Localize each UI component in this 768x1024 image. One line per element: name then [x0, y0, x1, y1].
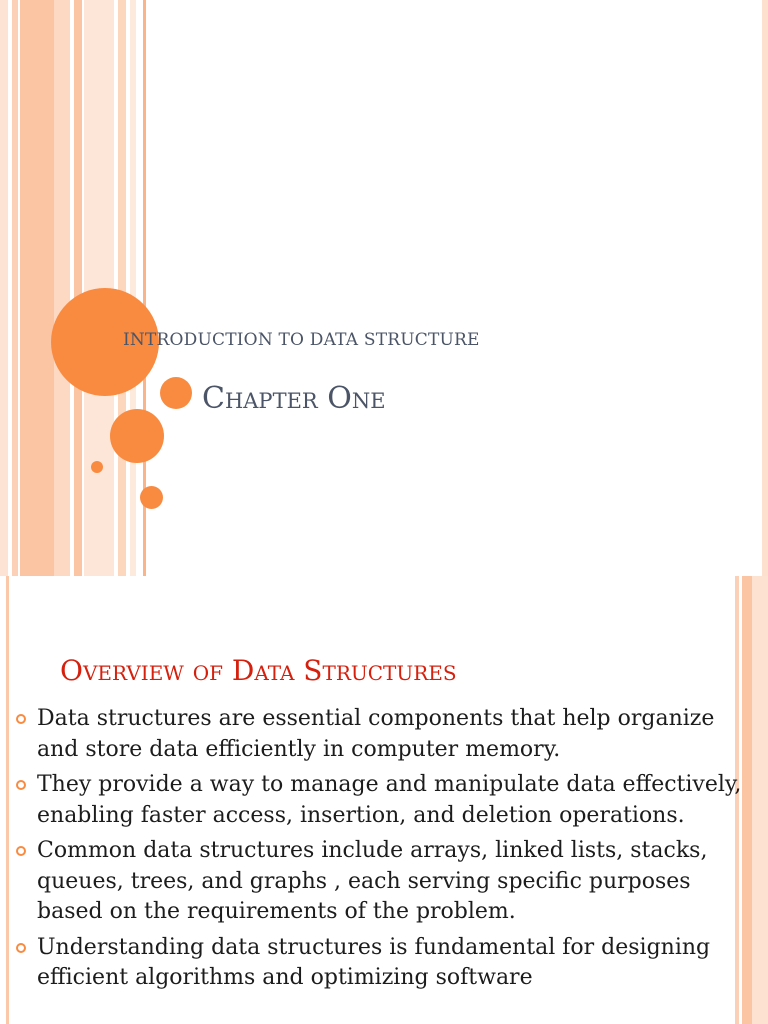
- decorative-circle-tiny: [91, 461, 103, 473]
- decorative-circle-small: [160, 377, 192, 409]
- slide-subtitle: INTRODUCTION TO DATA STRUCTURE: [123, 330, 480, 350]
- decorative-stripe: [118, 0, 126, 576]
- decorative-stripe: [54, 0, 70, 576]
- bullet-text: Common data structures include arrays, linked lists, stacks, queues, trees, and graphs , each serving specific purposes based on the requirements of the problem.: [37, 838, 708, 924]
- bullet-text: Understanding data structures is fundamental for designing efficient algorithms and optimizing software: [37, 934, 711, 990]
- decorative-circle-small: [140, 486, 163, 509]
- bullet-circle-icon: [16, 846, 26, 856]
- bullet-item: [16, 836, 756, 928]
- bullet-item: [16, 704, 756, 765]
- slide-title: Chapter One: [202, 381, 386, 416]
- decorative-stripe: [6, 576, 9, 1024]
- slide-title: Overview of Data Structures: [60, 654, 457, 687]
- bullet-item: [16, 770, 756, 831]
- decorative-stripe: [0, 0, 8, 576]
- bullet-item: [16, 933, 756, 994]
- decorative-stripe: [20, 0, 54, 576]
- decorative-circle-medium: [110, 409, 164, 463]
- decorative-stripe: [762, 0, 768, 576]
- decorative-stripe: [130, 0, 136, 576]
- bullet-text: They provide a way to manage and manipulate data effectively, enabling faster access, insertion, and deletion operations.: [37, 772, 742, 828]
- decorative-stripe: [74, 0, 82, 576]
- bullet-circle-icon: [16, 780, 26, 790]
- bullet-circle-icon: [16, 943, 26, 953]
- bullet-text: Data structures are essential components that help organize and store data efficiently in computer memory.: [37, 706, 715, 762]
- decorative-stripe: [12, 0, 18, 576]
- bullet-list: [16, 704, 756, 999]
- content-slide: [0, 576, 768, 1024]
- bullet-circle-icon: [16, 714, 26, 724]
